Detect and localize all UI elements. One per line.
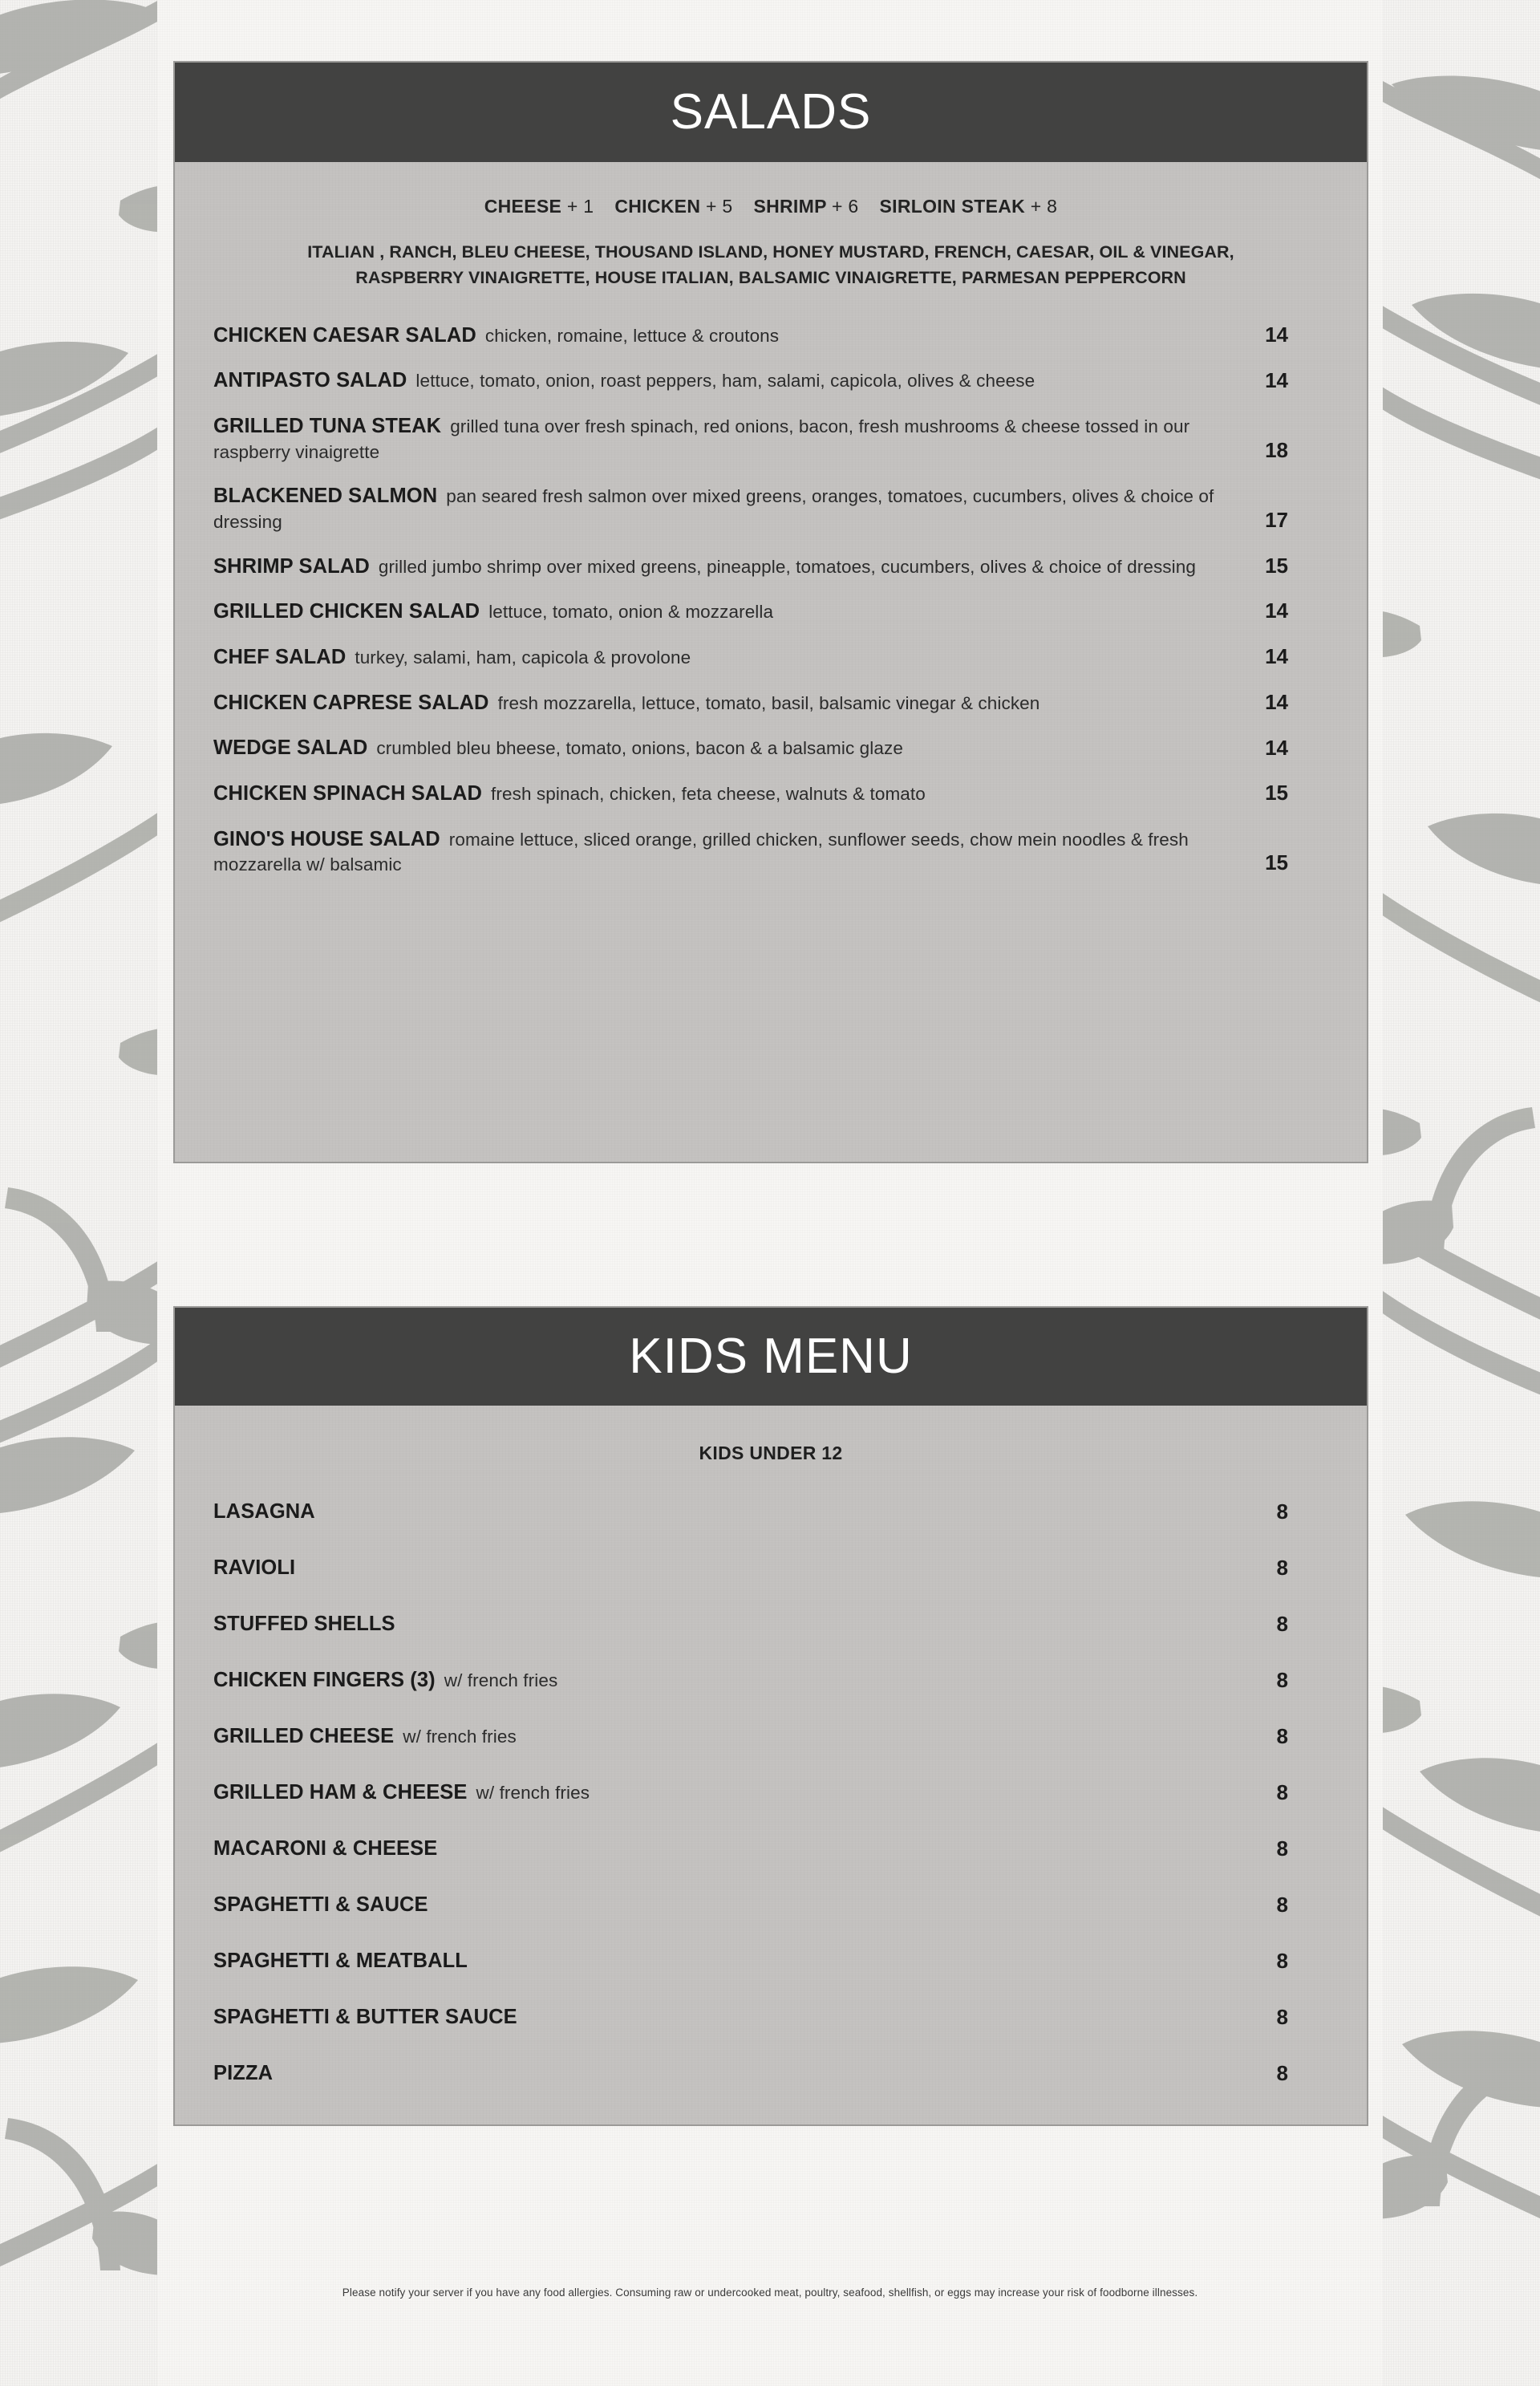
item-description: chicken, romaine, lettuce & croutons [484, 325, 780, 346]
salads-title: SALADS [670, 84, 872, 140]
item-description: grilled tuna over fresh spinach, red onions, bacon, fresh mushrooms & cheese tossed in our raspberry vinaigrette [213, 416, 1190, 462]
item-price: 8 [1276, 1612, 1288, 1636]
item-description [395, 1614, 404, 1634]
item-price: 8 [1276, 1499, 1288, 1524]
item-name: GRILLED CHEESE [213, 1725, 395, 1747]
item-name: STUFFED SHELLS [213, 1613, 395, 1635]
item-description: turkey, salami, ham, capicola & provolone [355, 647, 691, 668]
item-description: lettuce, tomato, onion, roast peppers, ham, salami, capicola, olives & cheese [415, 371, 1035, 392]
kids-menu-title: KIDS MENU [629, 1329, 913, 1384]
item-name: CHICKEN FINGERS (3) [213, 1669, 436, 1691]
item-description: lettuce, tomato, onion & mozzarella [488, 602, 774, 623]
item-price: 14 [1265, 689, 1288, 714]
item-description: romaine lettuce, sliced orange, grilled chicken, sunflower seeds, chow mein noodles & fresh mozzarella w/ balsamic [213, 829, 1189, 875]
menu-item[interactable] [209, 689, 1333, 717]
item-price: 14 [1265, 644, 1288, 669]
item-name: PIZZA [213, 2062, 274, 2084]
menu-item[interactable] [209, 1708, 1333, 1764]
menu-item[interactable] [209, 780, 1333, 808]
menu-item[interactable] [209, 734, 1333, 762]
item-price: 14 [1265, 367, 1288, 392]
addon-shrimp: SHRIMP + 6 [753, 196, 859, 217]
item-name: GRILLED TUNA STEAK [213, 414, 442, 437]
item-name: CHICKEN CAPRESE SALAD [213, 691, 489, 714]
dressings-line-2: RASPBERRY VINAIGRETTE, HOUSE ITALIAN, BALSAMIC VINAIGRETTE, PARMESAN PEPPERCORN [355, 267, 1186, 287]
menu-item[interactable] [209, 2045, 1333, 2101]
kids-menu-header-band [175, 1308, 1367, 1406]
item-description: fresh spinach, chicken, feta cheese, walnuts & tomato [491, 783, 926, 804]
item-name: SPAGHETTI & MEATBALL [213, 1950, 468, 1972]
item-price: 14 [1265, 599, 1288, 623]
item-description [428, 1895, 437, 1915]
salad-items-list [209, 291, 1333, 878]
addon-cheese: CHEESE + 1 [484, 196, 594, 217]
menu-item[interactable] [209, 1877, 1333, 1933]
item-name: WEDGE SALAD [213, 736, 368, 760]
item-description [295, 1558, 304, 1578]
item-description: w/ french fries [444, 1670, 558, 1690]
menu-item[interactable] [209, 322, 1333, 350]
menu-item[interactable] [209, 826, 1333, 878]
menu-item[interactable] [209, 1989, 1333, 2045]
item-price: 8 [1276, 2005, 1288, 2029]
item-price: 8 [1276, 1893, 1288, 1917]
salad-addons-row [209, 162, 1333, 217]
item-price: 8 [1276, 1780, 1288, 1804]
item-price: 8 [1276, 2061, 1288, 2085]
item-description: crumbled bleu bheese, tomato, onions, bacon & a balsamic glaze [376, 738, 903, 759]
item-name: SPAGHETTI & BUTTER SAUCE [213, 2006, 517, 2028]
item-description [273, 2063, 282, 2084]
salads-header-band [175, 63, 1367, 162]
item-name: GINO'S HOUSE SALAD [213, 827, 440, 850]
item-name: GRILLED HAM & CHEESE [213, 1781, 468, 1804]
item-description [315, 1502, 324, 1522]
allergy-disclaimer: Please notify your server if you have any food allergies. Consuming raw or undercooked meat, poultry, seafood, shellfish, or eggs may increase your risk of foodborne illnesses. [342, 2287, 1198, 2299]
menu-item[interactable] [209, 598, 1333, 626]
menu-item[interactable] [209, 1483, 1333, 1540]
item-price: 15 [1265, 850, 1288, 875]
menu-item[interactable] [209, 412, 1333, 465]
item-description: grilled jumbo shrimp over mixed greens, pineapple, tomatoes, cucumbers, olives & choice of dressing [378, 556, 1196, 577]
item-description [517, 2007, 526, 2027]
item-name: SPAGHETTI & SAUCE [213, 1893, 428, 1916]
item-description [437, 1839, 446, 1859]
menu-item[interactable] [209, 1652, 1333, 1708]
item-price: 8 [1276, 1668, 1288, 1692]
menu-item[interactable] [209, 367, 1333, 395]
menu-item[interactable] [209, 482, 1333, 534]
item-name: ANTIPASTO SALAD [213, 369, 407, 392]
item-price: 18 [1265, 437, 1288, 462]
addon-sirloin-steak: SIRLOIN STEAK + 8 [879, 196, 1058, 217]
salads-body [175, 162, 1367, 878]
salads-section [173, 61, 1368, 1163]
item-price: 15 [1265, 553, 1288, 578]
dressings-line-1: ITALIAN , RANCH, BLEU CHEESE, THOUSAND ISLAND, HONEY MUSTARD, FRENCH, CAESAR, OIL & VINEGAR, [307, 242, 1234, 262]
item-description [468, 1951, 476, 1971]
kids-menu-body [175, 1406, 1367, 2101]
item-description: pan seared fresh salmon over mixed greens, oranges, tomatoes, cucumbers, olives & choice of dressing [213, 486, 1214, 532]
item-name: GRILLED CHICKEN SALAD [213, 600, 480, 623]
item-name: SHRIMP SALAD [213, 554, 370, 578]
item-price: 17 [1265, 508, 1288, 533]
kids-age-note: KIDS UNDER 12 [699, 1443, 843, 1463]
kids-menu-section [173, 1306, 1368, 2126]
menu-item[interactable] [209, 1596, 1333, 1652]
item-description: w/ french fries [403, 1727, 517, 1747]
menu-item[interactable] [209, 1933, 1333, 1989]
menu-item[interactable] [209, 1764, 1333, 1820]
item-price: 8 [1276, 1724, 1288, 1748]
item-name: MACARONI & CHEESE [213, 1837, 438, 1860]
item-name: BLACKENED SALMON [213, 485, 438, 508]
item-name: LASAGNA [213, 1500, 315, 1523]
kids-items-list [209, 1464, 1333, 2101]
item-price: 14 [1265, 322, 1288, 347]
menu-item[interactable] [209, 1540, 1333, 1596]
item-price: 14 [1265, 735, 1288, 760]
addon-chicken: CHICKEN + 5 [614, 196, 733, 217]
item-description: fresh mozzarella, lettuce, tomato, basil, balsamic vinegar & chicken [497, 692, 1040, 713]
item-description: w/ french fries [476, 1783, 590, 1803]
item-name: RAVIOLI [213, 1556, 296, 1579]
item-price: 8 [1276, 1556, 1288, 1580]
dressings-list [209, 217, 1333, 291]
menu-item[interactable] [209, 553, 1333, 581]
item-name: CHEF SALAD [213, 645, 346, 668]
item-name: CHICKEN SPINACH SALAD [213, 781, 483, 805]
menu-item[interactable] [209, 643, 1333, 672]
menu-item[interactable] [209, 1820, 1333, 1877]
item-name: CHICKEN CAESAR SALAD [213, 323, 476, 347]
item-price: 8 [1276, 1836, 1288, 1861]
leaf-pattern-border-right [1356, 0, 1540, 2386]
item-price: 15 [1265, 781, 1288, 805]
item-price: 8 [1276, 1949, 1288, 1973]
